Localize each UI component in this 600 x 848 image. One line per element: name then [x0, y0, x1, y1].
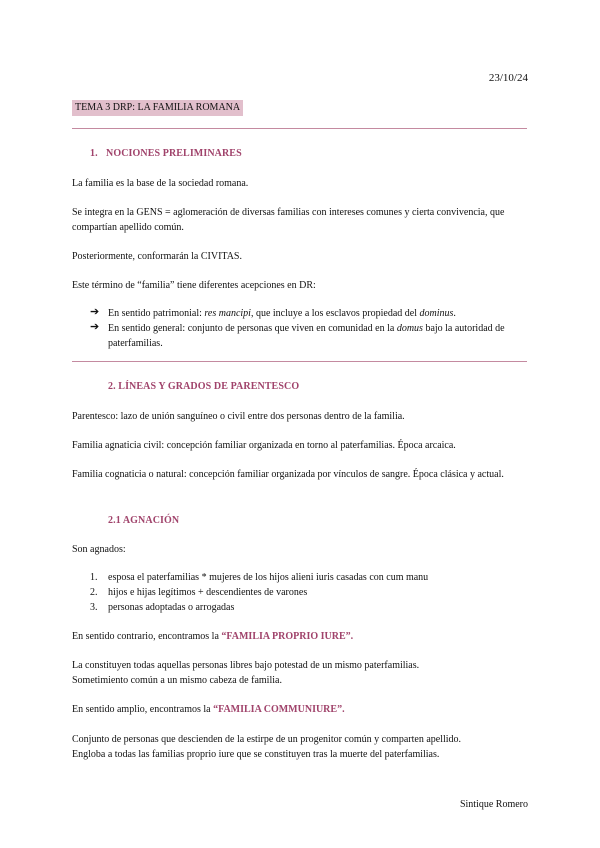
section-1-heading: 1. NOCIONES PRELIMINARES: [90, 148, 242, 159]
divider: [72, 361, 527, 362]
paragraph: Conjunto de personas que descienden de la estirpe de un progenitor común y comparten apellido.: [72, 734, 462, 745]
arrow-bullet-icon: ➔: [90, 321, 100, 333]
paragraph: La familia es la base de la sociedad romana.: [72, 178, 249, 189]
paragraph: Posteriormente, conformarán la CIVITAS.: [72, 251, 242, 262]
list-number: 1.: [90, 572, 98, 583]
paragraph: Familia agnaticia civil: concepción familiar organizada en torno al paterfamilias. Época arcaica.: [72, 440, 456, 451]
page-title: TEMA 3 DRP: LA FAMILIA ROMANA: [72, 100, 243, 116]
list-number: 3.: [90, 602, 98, 613]
paragraph: Parentesco: lazo de unión sanguíneo o civil entre dos personas dentro de la familia.: [72, 411, 405, 422]
list-item: En sentido patrimonial: res mancipi, que incluye a los esclavos propiedad del dominus.: [108, 308, 456, 319]
paragraph: Este término de “familia” tiene diferentes acepciones en DR:: [72, 280, 316, 291]
section-2-heading: 2. LÍNEAS Y GRADOS DE PARENTESCO: [108, 381, 300, 392]
paragraph: Familia cognaticia o natural: concepción familiar organizada por vínculos de sangre. Época clásica y actual.: [72, 469, 504, 480]
paragraph: Engloba a todas las familias proprio iure que se constituyen tras la muerte del paterfamilias.: [72, 749, 440, 760]
footer-author: Sintique Romero: [459, 799, 528, 810]
term-familia-proprio-iure: “FAMILIA PROPRIO IURE”.: [221, 631, 354, 642]
list-item: esposa el paterfamilias * mujeres de los hijos alieni iuris casadas con cum manu: [108, 572, 429, 583]
section-2-1-heading: 2.1 AGNACIÓN: [108, 515, 180, 526]
list-number: 2.: [90, 587, 98, 598]
list-item: personas adoptadas o arrogadas: [108, 602, 235, 613]
divider: [72, 128, 527, 129]
paragraph: Son agnados:: [72, 544, 126, 555]
arrow-bullet-icon: ➔: [90, 306, 100, 318]
paragraph: La constituyen todas aquellas personas libres bajo potestad de un mismo paterfamilias.: [72, 660, 420, 671]
list-item: En sentido general: conjunto de personas que viven en comunidad en la domus bajo la autoridad de paterfamilias.: [108, 323, 505, 349]
date: 23/10/24: [488, 72, 528, 84]
list-item: hijos e hijas legítimos + descendientes de varones: [108, 587, 308, 598]
paragraph: En sentido contrario, encontramos la “FAMILIA PROPRIO IURE”.: [72, 631, 354, 642]
paragraph: En sentido amplio, encontramos la “FAMILIA COMMUNIURE”.: [72, 704, 345, 715]
term-familia-communiure: “FAMILIA COMMUNIURE”.: [213, 704, 345, 715]
paragraph: Se integra en la GENS = aglomeración de diversas familias con intereses comunes y cierta convivencia, que compartían apellido común.: [72, 207, 505, 233]
paragraph: Sometimiento común a un mismo cabeza de familia.: [72, 675, 282, 686]
